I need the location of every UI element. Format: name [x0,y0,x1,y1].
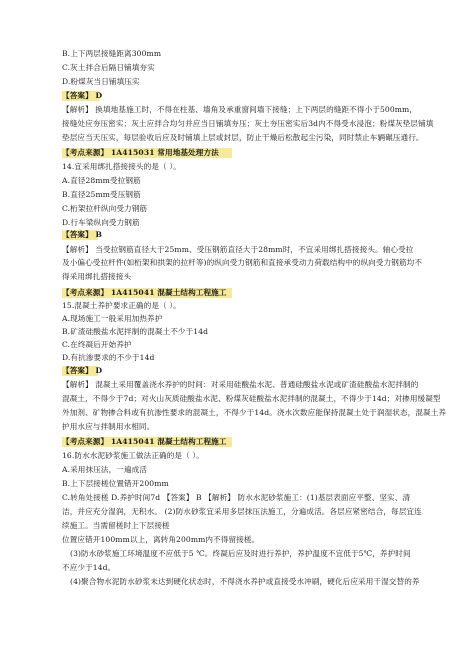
analysis-text: 位置应错开100mm以上，离转角200mm内不得留接槎。 [62,535,260,544]
question-16: 16.防水水泥砂浆施工做法正确的是（ ）。 [62,451,204,460]
source-label: 【考点来源】 1A415041 混凝土结构工程施工 [62,288,227,297]
analysis-text: 及小偏心受拉杆件(如桁架和拱架的拉杆等)的纵向受力钢筋和直接承受动力荷载结构中的纵向受力钢筋均不 [62,258,423,267]
analysis-text: 垫层应当天压实，每层验收后应及时铺填上层或封层，防止干燥后松散起尘污染，同时禁止车辆碾压通行。 [62,133,424,142]
option-d: D.行车梁纵向受力钢筋 [62,218,140,227]
question-14: 14.宜采用绑扎搭接接头的是（ ）。 [62,162,181,171]
option-d: D.粉煤灰当日铺填压实 [62,77,140,86]
option-c: C.桁架拉杆纵向受力钢筋 [62,204,148,213]
option-b: B.上下层接槎位置错开200mm [62,479,169,488]
source-label: 【考点来源】 1A415041 混凝土结构工程施工 [62,437,227,446]
analysis-text: 【解析】 当受拉钢筋直径大于25mm、受压钢筋直径大于28mm时，不宜采用绑扎搭接接头。轴心受拉 [62,245,414,254]
analysis-text: 接缝处应夯压密实；灰土应拌合均匀并应当日铺填夯压；灰土夯压密实后3d内不得受水浸泡；粉煤灰垫层铺填 [62,119,434,128]
analysis-text: (4)聚合物水泥防水砂浆未达到硬化状态时，不得浇水养护或直接受水冲刷，硬化后应采用干湿交替的养 [70,577,420,586]
analysis-text: 混凝土，不得少于7d；对火山灰质硅酸盐水泥、粉煤灰硅酸盐水泥拌制的混凝土，不得少于14d；对掺用缓凝型 [62,394,441,403]
analysis-text: 【解析】 换填地基施工时，不得在柱基、墙角及承重窗间墙下接缝；上下两层的缝距不得小于500mm， [62,105,418,114]
option-d: D.有抗渗要求的不少于14d [62,353,155,362]
analysis-text: 续施工。当需留槎时上下层接槎 [62,521,170,530]
option-b: B.直径25mm受压钢筋 [62,190,141,199]
analysis-text: 外加剂、矿物掺合料或有抗渗性要求的混凝土，不得少于14d。浇水次数应能保持混凝土处于润湿状态，混凝土养 [62,408,447,417]
analysis-text: 护用水应与拌制用水相同。 [62,422,155,431]
answer-label: 【答案】 B [62,230,103,239]
option-b: B.矿渣硅酸盐水泥拌制的混凝土不少于14d [62,327,209,336]
option-c: C.灰土拌合后隔日铺填夯实 [62,63,155,72]
option-b: B.上下两层接缝距离300mm [62,49,162,58]
source-label: 【考点来源】 1A415031 常用地基处理方法 [62,148,219,157]
options-answer-analysis: C.转角处接槎 D.养护时间7d 【答案】 B 【解析】 防水水泥砂浆施工：(1)基层表面应平整、坚实、清 [62,493,411,502]
answer-label: 【答案】 D [62,366,103,375]
analysis-text: 得采用绑扎搭接接头 [62,272,132,281]
option-a: A.采用抹压法，一遍成活 [62,465,148,474]
analysis-text: 不应少于14d。 [62,563,116,572]
analysis-text: 【解析】 混凝土采用覆盖浇水养护的时间：对采用硅酸盐水泥、普通硅酸盐水泥或矿渣硅酸盐水泥拌制的 [62,380,419,389]
question-15: 15.混凝土养护要求正确的是（ ）。 [62,301,181,310]
option-a: A.直径28mm受拉钢筋 [62,176,141,185]
analysis-text: (3)防水砂浆施工环境温度不应低于5 ℃。终凝后应及时进行养护，养护温度不宜低于5℃，养护时间 [70,549,411,558]
option-c: C.在终凝后开始养护 [62,340,132,349]
answer-label: 【答案】 D [62,91,103,100]
option-a: A.现场施工一般采用加热养护 [62,314,163,323]
analysis-text: 洁，并应充分湿润，无积水。 (2)防水砂浆宜采用多层抹压法施工，分遍成活。各层应紧密结合，每层宜连 [62,507,422,516]
